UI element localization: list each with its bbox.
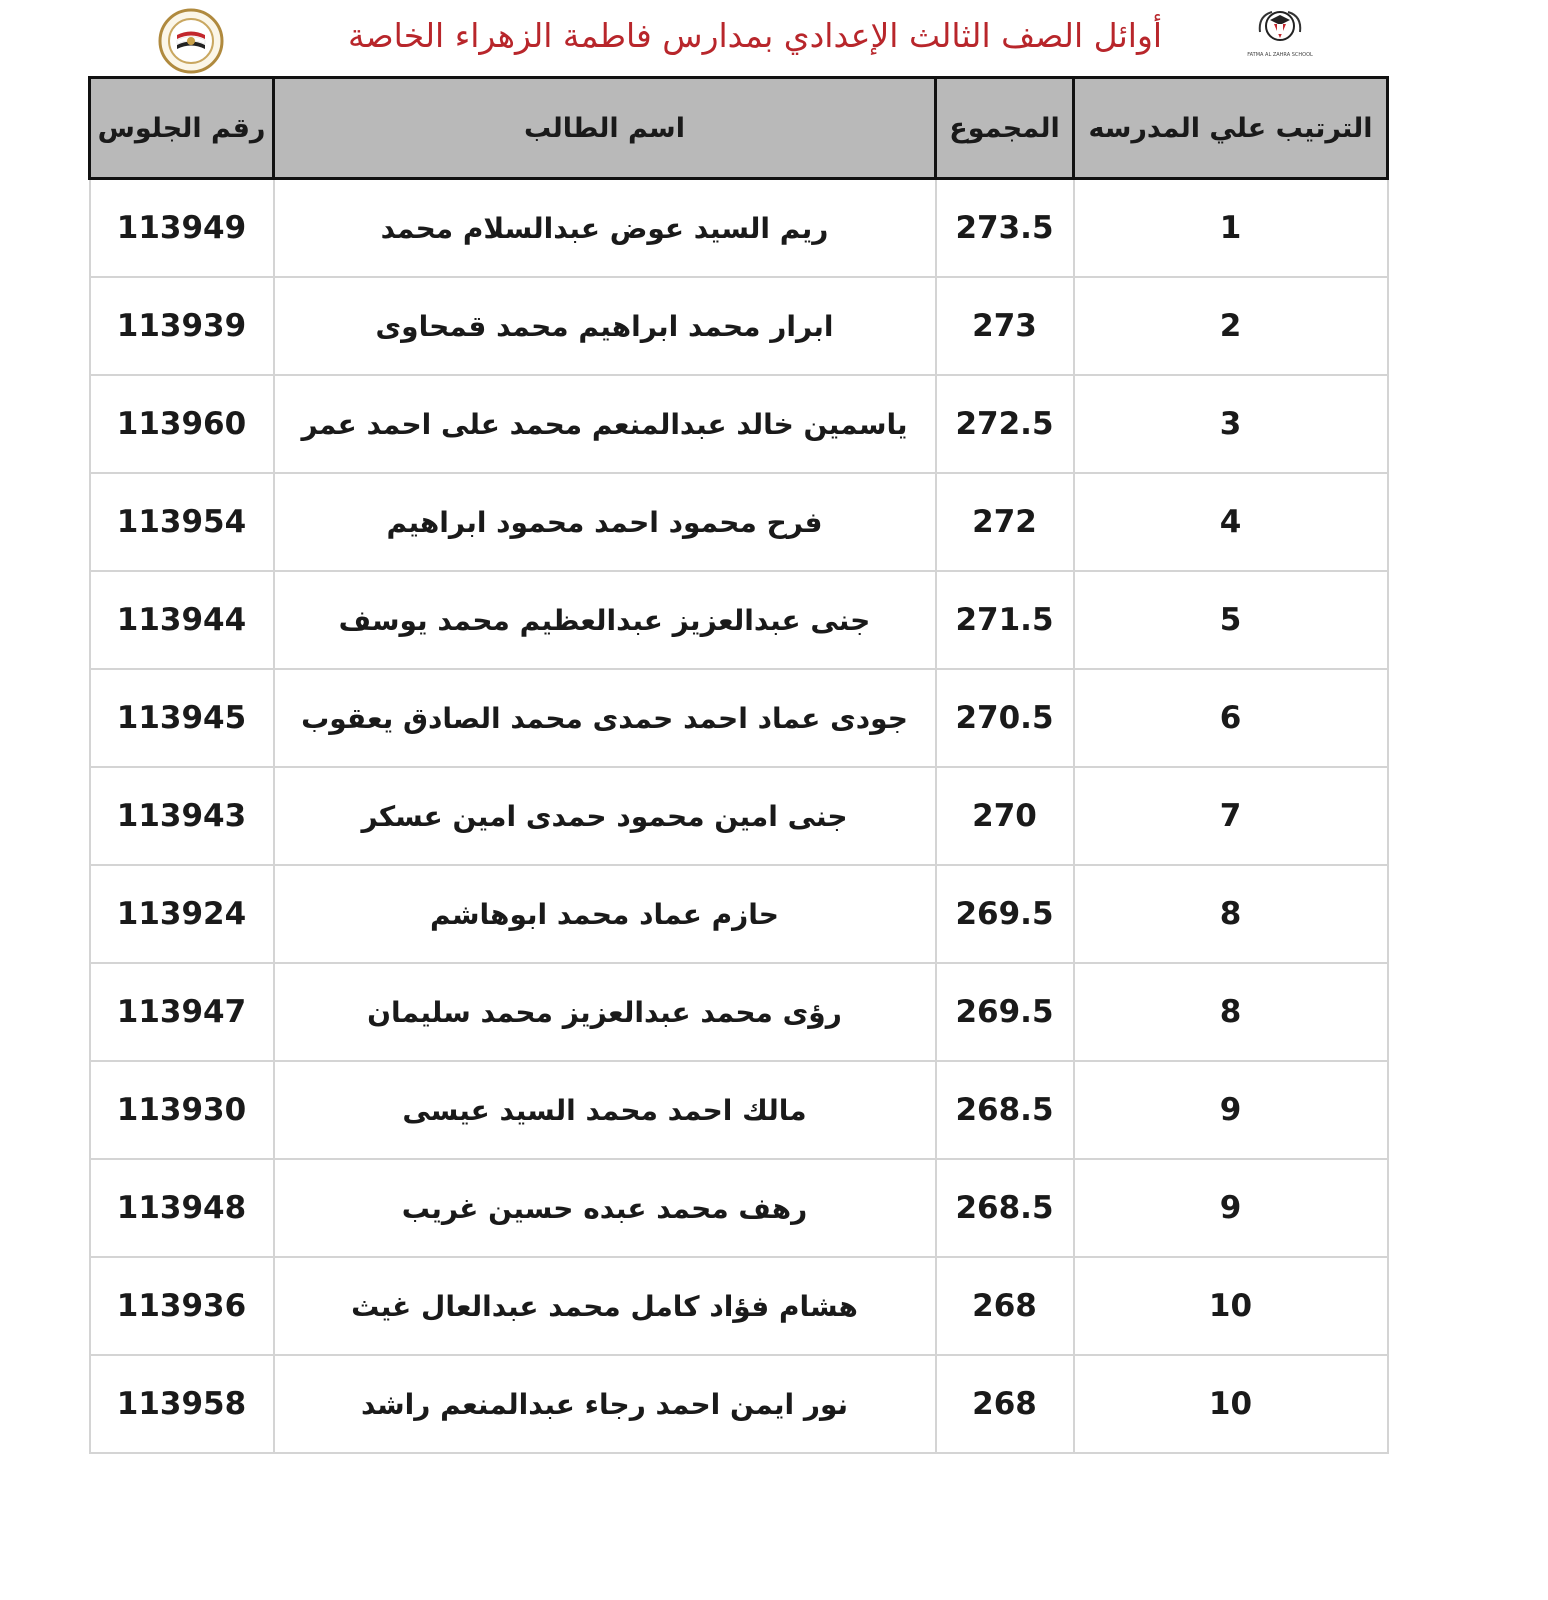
- student-name-cell: رهف محمد عبده حسين غريب: [274, 1159, 936, 1257]
- table-row: [90, 375, 1388, 473]
- rank-cell: 9: [1074, 1061, 1388, 1159]
- student-name-cell: ياسمين خالد عبدالمنعم محمد على احمد عمر: [274, 375, 936, 473]
- rank-cell: 10: [1074, 1257, 1388, 1355]
- seat-number-cell: 113960: [90, 375, 274, 473]
- total-cell: 272.5: [936, 375, 1074, 473]
- table-body: [90, 179, 1388, 1454]
- seat-number-cell: 113944: [90, 571, 274, 669]
- column-header-seat-number: رقم الجلوس: [90, 78, 274, 179]
- table-row: [90, 1355, 1388, 1453]
- seat-number-cell: 113948: [90, 1159, 274, 1257]
- table-row: [90, 473, 1388, 571]
- results-table: [88, 76, 1389, 1454]
- table-row: [90, 963, 1388, 1061]
- total-cell: 271.5: [936, 571, 1074, 669]
- seat-number-cell: 113936: [90, 1257, 274, 1355]
- total-cell: 268.5: [936, 1061, 1074, 1159]
- rank-cell: 1: [1074, 179, 1388, 278]
- total-cell: 270: [936, 767, 1074, 865]
- student-name-cell: جودى عماد احمد حمدى محمد الصادق يعقوب: [274, 669, 936, 767]
- seat-number-cell: 113930: [90, 1061, 274, 1159]
- rank-cell: 10: [1074, 1355, 1388, 1453]
- table-row: [90, 179, 1388, 278]
- seat-number-cell: 113958: [90, 1355, 274, 1453]
- rank-cell: 8: [1074, 963, 1388, 1061]
- student-name-cell: مالك احمد محمد السيد عيسى: [274, 1061, 936, 1159]
- page-header: [0, 0, 1548, 76]
- rank-cell: 8: [1074, 865, 1388, 963]
- column-header-total: المجموع: [936, 78, 1074, 179]
- table-row: [90, 277, 1388, 375]
- total-cell: 269.5: [936, 963, 1074, 1061]
- student-name-cell: هشام فؤاد كامل محمد عبدالعال غيث: [274, 1257, 936, 1355]
- seat-number-cell: 113943: [90, 767, 274, 865]
- rank-cell: 4: [1074, 473, 1388, 571]
- rank-cell: 6: [1074, 669, 1388, 767]
- total-cell: 268: [936, 1355, 1074, 1453]
- column-header-student-name: اسم الطالب: [274, 78, 936, 179]
- student-name-cell: نور ايمن احمد رجاء عبدالمنعم راشد: [274, 1355, 936, 1453]
- seat-number-cell: 113947: [90, 963, 274, 1061]
- rank-cell: 9: [1074, 1159, 1388, 1257]
- table-row: [90, 571, 1388, 669]
- student-name-cell: حازم عماد محمد ابوهاشم: [274, 865, 936, 963]
- table-row: [90, 1257, 1388, 1355]
- seat-number-cell: 113924: [90, 865, 274, 963]
- student-name-cell: جنى امين محمود حمدى امين عسكر: [274, 767, 936, 865]
- column-header-school-rank: الترتيب علي المدرسه: [1074, 78, 1388, 179]
- rank-cell: 2: [1074, 277, 1388, 375]
- table-row: [90, 767, 1388, 865]
- table-header-row: [90, 78, 1388, 179]
- seat-number-cell: 113939: [90, 277, 274, 375]
- seat-number-cell: 113945: [90, 669, 274, 767]
- egypt-seal-icon: [158, 8, 224, 74]
- page-title: أوائل الصف الثالث الإعدادي بمدارس فاطمة الزهراء الخاصة: [347, 16, 1163, 55]
- school-logo-icon: [1246, 4, 1314, 66]
- table-row: [90, 1159, 1388, 1257]
- rank-cell: 5: [1074, 571, 1388, 669]
- student-name-cell: ابرار محمد ابراهيم محمد قمحاوى: [274, 277, 936, 375]
- total-cell: 268.5: [936, 1159, 1074, 1257]
- total-cell: 270.5: [936, 669, 1074, 767]
- total-cell: 269.5: [936, 865, 1074, 963]
- total-cell: 273.5: [936, 179, 1074, 278]
- seat-number-cell: 113954: [90, 473, 274, 571]
- seat-number-cell: 113949: [90, 179, 274, 278]
- total-cell: 268: [936, 1257, 1074, 1355]
- student-name-cell: فرح محمود احمد محمود ابراهيم: [274, 473, 936, 571]
- total-cell: 272: [936, 473, 1074, 571]
- table-row: [90, 669, 1388, 767]
- rank-cell: 3: [1074, 375, 1388, 473]
- student-name-cell: جنى عبدالعزيز عبدالعظيم محمد يوسف: [274, 571, 936, 669]
- rank-cell: 7: [1074, 767, 1388, 865]
- student-name-cell: ريم السيد عوض عبدالسلام محمد: [274, 179, 936, 278]
- student-name-cell: رؤى محمد عبدالعزيز محمد سليمان: [274, 963, 936, 1061]
- school-logo-caption: FATMA AL ZAHRA SCHOOL: [1247, 52, 1313, 58]
- table-row: [90, 865, 1388, 963]
- total-cell: 273: [936, 277, 1074, 375]
- table-row: [90, 1061, 1388, 1159]
